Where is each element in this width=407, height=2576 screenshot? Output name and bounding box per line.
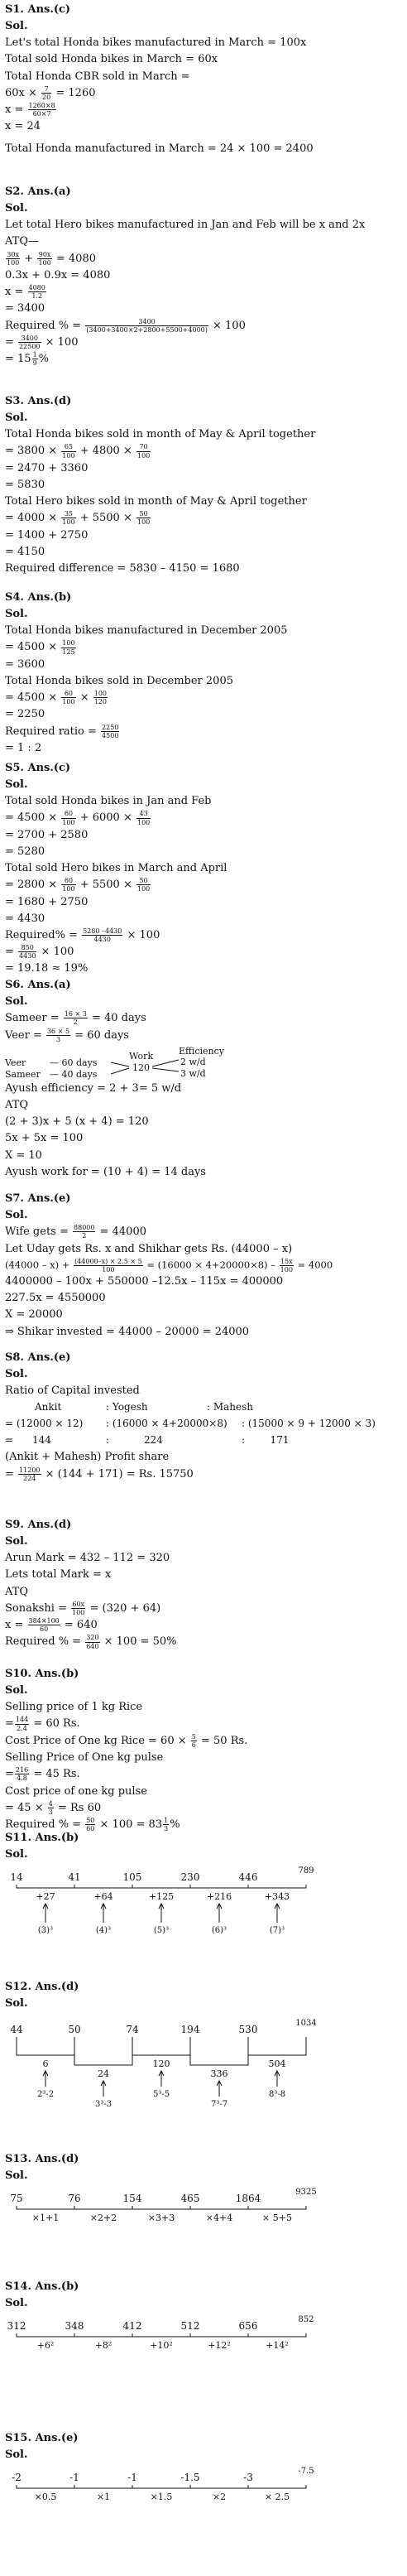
equation-line: = $\frac{850}{4430}$ × 100 — [5, 944, 74, 961]
series-difference: 120 — [152, 2058, 170, 2069]
text-line: Total sold Honda bikes in Jan and Feb — [5, 795, 212, 808]
series-note: 2³-2 — [36, 2090, 55, 2099]
equation-line: = 15 $\frac{1}{9}$ % — [5, 351, 50, 368]
series-difference: +10² — [150, 2340, 173, 2351]
difference-bracket — [248, 2037, 306, 2055]
text-line: (2 + 3)x + 5 (x + 4) = 120 — [5, 1115, 149, 1129]
text-line: = 19.18 ≈ 19% — [5, 962, 89, 975]
text-line: Total Hero bikes sold in month of May & April together — [5, 495, 307, 508]
series-term: 348 — [65, 2320, 84, 2332]
series-difference: 504 — [268, 2058, 286, 2069]
series-term: 446 — [238, 1871, 258, 1883]
text-line: = 2470 + 3360 — [5, 461, 89, 474]
solution-s9 — [5, 1517, 402, 1651]
sol-label: Sol. — [5, 1684, 28, 1697]
solution-s8 — [5, 1350, 402, 1483]
series-note: (6)³ — [211, 1926, 227, 1935]
equation-line: Sonakshi = $\frac{60x}{100}$ = (320 + 64) — [5, 1600, 161, 1616]
text-line: ATQ — [5, 1585, 29, 1598]
difference-bracket — [132, 2333, 190, 2337]
text-line: = 5830 — [5, 478, 45, 491]
number-series-s11 — [5, 1863, 402, 1962]
text-line: Cost price of one kg pulse — [5, 1784, 147, 1798]
series-term: 852 — [298, 2315, 314, 2324]
text-line: Total Honda bikes sold in month of May & April together — [5, 428, 316, 441]
answer-title: S15. Ans.(e) — [5, 2432, 79, 2444]
series-term: 75 — [10, 2193, 23, 2204]
text-line: Ayush work for = (10 + 4) = 14 days — [5, 1165, 206, 1178]
series-difference: 6 — [42, 2058, 49, 2069]
work-efficiency-diagram: Veer — 60 days Sameer — 40 days Work 120 Efficiency 2 w/d 3 w/d — [5, 1045, 225, 1080]
text-line: = 4150 — [5, 545, 45, 558]
equation-line: = 4000 × $\frac{35}{100}$ + 5500 × $\frac{50}{100}$ — [5, 510, 151, 527]
text-line: = 4430 — [5, 912, 45, 925]
difference-bracket — [74, 2333, 132, 2337]
difference-bracket — [74, 2206, 132, 2209]
series-note: (3)³ — [37, 1926, 54, 1935]
difference-bracket — [248, 2333, 306, 2337]
sol-label: Sol. — [5, 2169, 28, 2183]
series-difference: ×1.5 — [150, 2492, 173, 2502]
sol-label: Sol. — [5, 778, 28, 792]
text-line: = 2700 + 2580 — [5, 828, 89, 841]
sol-label: Sol. — [5, 2297, 28, 2310]
difference-bracket — [74, 1885, 132, 1888]
sol-label: Sol. — [5, 1209, 28, 1222]
ratio-expression-row: = (12000 × 12) : (16000 × 4+20000×8) : (15000 × 9 + 12000 × 3) — [5, 1418, 376, 1430]
text-line: 227.5x = 4550000 — [5, 1292, 106, 1305]
solution-s4 — [5, 590, 402, 757]
answer-title: S5. Ans.(c) — [5, 762, 71, 774]
series-term: -1 — [69, 2472, 79, 2483]
difference-bracket — [190, 2037, 248, 2065]
fraction: $\frac{7}{20}$ — [42, 84, 51, 101]
series-difference: +27 — [36, 1891, 55, 1902]
series-term: 14 — [10, 1871, 23, 1883]
answer-title: S2. Ans.(a) — [5, 185, 71, 198]
text-line: 4400000 – 100x + 550000 –12.5x – 115x = 400000 — [5, 1275, 284, 1288]
solution-s6 — [5, 977, 402, 1181]
text-line: Let's total Honda bikes manufactured in March = 100x — [5, 36, 307, 50]
equation-line: Veer = $\frac{36 \times 5}{3}$ = 60 days — [5, 1027, 129, 1043]
sol-label: Sol. — [5, 1535, 28, 1548]
equation-line: Required % = $\frac{320}{640}$ × 100 = 50% — [5, 1634, 177, 1650]
series-note: (5)³ — [153, 1926, 170, 1935]
equation-line: x = $\frac{384\times 100}{60}$ = 640 — [5, 1617, 98, 1634]
difference-bracket — [132, 2485, 190, 2488]
series-term: 530 — [238, 2024, 258, 2035]
series-difference: 24 — [98, 2068, 109, 2079]
series-term: 50 — [68, 2024, 81, 2035]
series-term: -3 — [243, 2472, 253, 2483]
series-term: 9325 — [295, 2188, 317, 2197]
series-term: 789 — [298, 1866, 314, 1875]
answer-title: S12. Ans.(d) — [5, 1981, 79, 1993]
text-line: Lets total Mark = x — [5, 1568, 112, 1582]
series-difference: +216 — [206, 1891, 232, 1902]
sol-label: Sol. — [5, 608, 28, 621]
difference-bracket — [248, 1885, 306, 1888]
difference-bracket — [190, 1885, 248, 1888]
text-line: = 1 : 2 — [5, 741, 42, 754]
series-term: 312 — [7, 2320, 26, 2332]
text-line: = 1680 + 2750 — [5, 895, 89, 908]
text-line: X = 20000 — [5, 1308, 63, 1322]
difference-bracket — [132, 2037, 190, 2055]
text-line: Total Honda bikes manufactured in December 2005 — [5, 624, 288, 638]
difference-bracket — [17, 1885, 74, 1888]
series-difference: ×1+1 — [31, 2212, 60, 2223]
number-series-s13 — [5, 2184, 402, 2284]
text-line: = 3600 — [5, 657, 45, 671]
text-line: Let total Hero bikes manufactured in Jan and Feb will be x and 2x — [5, 219, 366, 232]
text-line: ATQ — [5, 1099, 29, 1112]
series-difference: ×2 — [212, 2492, 227, 2502]
difference-bracket — [17, 2485, 74, 2488]
equation-line: Cost Price of One kg Rice = 60 × $\frac{5}{6}$ = 50 Rs. — [5, 1732, 248, 1749]
equation-line: (44000 – x) + $\frac{(44000-x) \times 2.5 \times 5}{100}$ = (16000 × 4+20000×8) – $\frac{15x}{100}$ = 4000 — [5, 1257, 333, 1274]
series-connectors — [5, 1863, 402, 1962]
text-line: = 5280 — [5, 845, 45, 858]
series-difference: ×4+4 — [205, 2212, 233, 2223]
text-line: Total sold Honda bikes in March = 60x — [5, 53, 218, 66]
difference-bracket — [17, 2333, 74, 2337]
difference-bracket — [74, 2485, 132, 2488]
difference-bracket — [17, 2206, 74, 2209]
series-connectors — [5, 2012, 402, 2111]
sol-label: Sol. — [5, 20, 28, 33]
series-term: 76 — [68, 2193, 81, 2204]
difference-bracket — [74, 2037, 132, 2065]
sol-label: Sol. — [5, 202, 28, 215]
text-line: X = 10 — [5, 1148, 42, 1162]
difference-bracket — [132, 2206, 190, 2209]
solution-s11 — [5, 1830, 402, 1962]
series-difference: +8² — [94, 2340, 113, 2351]
equation-line: Required% = $\frac{5280 -4430}{4430}$ × 100 — [5, 927, 160, 943]
answer-title: S1. Ans.(c) — [5, 3, 71, 16]
text-line: x = 24 — [5, 120, 41, 133]
equation-line: Sameer = $\frac{16 \times 3}{2}$ = 40 days — [5, 1010, 146, 1027]
equation-line: Required % = $\frac{50}{60}$ × 100 = 83 $\frac{1}{3}$ % — [5, 1817, 180, 1833]
series-term: 512 — [180, 2320, 200, 2332]
text-line: (Ankit + Mahesh) Profit share — [5, 1451, 170, 1464]
equation-line: = $\frac{3400}{22500}$ × 100 — [5, 334, 79, 351]
series-difference: ×1 — [96, 2492, 111, 2502]
series-difference: +6² — [36, 2340, 55, 2351]
series-difference: × 5+5 — [262, 2212, 292, 2223]
equation-line: $\frac{30x}{100}$ + $\frac{90x}{100}$ = 4080 — [7, 250, 96, 267]
text-line: 5x + 5x = 100 — [5, 1132, 84, 1145]
equation-line: 60x × $\frac{7}{20}$ = 1260 — [5, 84, 96, 101]
series-note: 5³-5 — [152, 2090, 170, 2099]
sol-label: Sol. — [5, 2448, 28, 2462]
series-connectors — [5, 2184, 402, 2284]
series-term: 44 — [10, 2024, 23, 2035]
number-series-s12 — [5, 2012, 402, 2111]
difference-bracket — [248, 2485, 306, 2488]
series-term: 1864 — [235, 2193, 261, 2204]
series-term: -1 — [127, 2472, 137, 2483]
solution-s1 — [5, 2, 402, 157]
solution-s10 — [5, 1666, 402, 1833]
difference-bracket — [190, 2333, 248, 2337]
sol-label: Sol. — [5, 1368, 28, 1381]
text-line: Total Honda manufactured in March = 24 × 100 = 2400 — [5, 142, 314, 155]
text-line: Ratio of Capital invested — [5, 1384, 140, 1398]
answer-title: S13. Ans.(d) — [5, 2153, 79, 2165]
answer-title: S7. Ans.(e) — [5, 1192, 71, 1205]
text-line: 0.3x + 0.9x = 4080 — [5, 268, 111, 282]
answer-title: S10. Ans.(b) — [5, 1668, 79, 1680]
series-term: 41 — [68, 1871, 81, 1883]
text-line: Let Uday gets Rs. x and Shikhar gets Rs. (44000 – x) — [5, 1242, 293, 1255]
text-line: = 2250 — [5, 708, 45, 721]
ratio-header-row: Ankit : Yogesh : Mahesh — [35, 1401, 254, 1413]
series-connectors — [5, 2463, 402, 2563]
series-note: 7³-7 — [210, 2100, 228, 2109]
fraction: $\frac{1260\times 8}{60\times 7}$ — [28, 102, 55, 118]
text-line: Ayush efficiency = 2 + 3= 5 w/d — [5, 1081, 182, 1095]
series-note: 3³-3 — [94, 2100, 113, 2109]
equation-line: Wife gets = $\frac{88000}{2}$ = 44000 — [5, 1224, 146, 1240]
solution-s2 — [5, 184, 402, 368]
solution-s12 — [5, 1979, 402, 2111]
difference-bracket — [132, 1885, 190, 1888]
equation-line: = $\frac{11200}{224}$ × (144 + 171) = Rs. 15750 — [5, 1466, 194, 1482]
series-note: (4)³ — [95, 1926, 112, 1935]
answer-title: S8. Ans.(e) — [5, 1351, 71, 1364]
equation-line: = 4500 × $\frac{60}{100}$ × $\frac{100}{120}$ — [5, 690, 108, 706]
text-line: Total sold Hero bikes in March and April — [5, 862, 227, 875]
equation-line: = 4500 × $\frac{100}{125}$ — [5, 639, 75, 656]
series-term: 656 — [238, 2320, 258, 2332]
sol-label: Sol. — [5, 1848, 28, 1861]
series-difference: ×2+2 — [89, 2212, 117, 2223]
text-line: = 1400 + 2750 — [5, 528, 89, 542]
series-term: 74 — [126, 2024, 139, 2035]
diagram-arrows — [5, 1044, 204, 1081]
text-line: Arun Mark = 432 – 112 = 320 — [5, 1552, 170, 1565]
series-term: 230 — [180, 1871, 200, 1883]
text-line: Selling Price of One kg pulse — [5, 1751, 164, 1765]
text-line: ATQ— — [5, 235, 40, 248]
number-series-s15 — [5, 2463, 402, 2563]
difference-bracket — [190, 2206, 248, 2209]
difference-bracket — [17, 2037, 74, 2055]
equation-line: = $\frac{144}{2.4}$ = 60 Rs. — [5, 1716, 80, 1732]
answer-title: S14. Ans.(b) — [5, 2280, 79, 2293]
solution-s3 — [5, 393, 402, 577]
answer-title: S4. Ans.(b) — [5, 591, 72, 604]
text-line: Selling price of 1 kg Rice — [5, 1701, 143, 1714]
text-line: Total Honda bikes sold in December 2005 — [5, 674, 233, 687]
text-line: Total Honda CBR sold in March = — [5, 70, 190, 83]
series-note: (7)³ — [269, 1926, 285, 1935]
equation-line: = $\frac{216}{4.8}$ = 45 Rs. — [5, 1766, 80, 1783]
sol-label: Sol. — [5, 412, 28, 425]
series-term: 105 — [122, 1871, 142, 1883]
series-term: -1.5 — [180, 2472, 200, 2483]
series-difference: +64 — [93, 1891, 113, 1902]
sol-label: Sol. — [5, 995, 28, 1009]
series-term: -2 — [12, 2472, 22, 2483]
solution-s14 — [5, 2279, 402, 2370]
difference-bracket — [190, 2485, 248, 2488]
solution-s13 — [5, 2151, 402, 2242]
series-term: 412 — [122, 2320, 142, 2332]
solution-s7 — [5, 1191, 402, 1341]
series-term: -7.5 — [298, 2467, 314, 2476]
difference-bracket — [248, 2206, 306, 2209]
equation-line: = 2800 × $\frac{60}{100}$ + 5500 × $\frac{50}{100}$ — [5, 877, 151, 893]
solution-s5 — [5, 760, 402, 978]
answer-title: S6. Ans.(a) — [5, 979, 71, 991]
text-line: ⇒ Shikar invested = 44000 – 20000 = 24000 — [5, 1325, 250, 1338]
sol-label: Sol. — [5, 1997, 28, 2010]
equation-line: = 3800 × $\frac{65}{100}$ + 4800 × $\frac{70}{100}$ — [5, 443, 151, 460]
equation-line: x = $\frac{4080}{1.2}$ — [5, 284, 45, 301]
equation-line: Required ratio = $\frac{2250}{4500}$ — [5, 723, 119, 739]
series-note: 8³-8 — [268, 2090, 286, 2099]
series-term: 465 — [180, 2193, 200, 2204]
series-difference: +14² — [266, 2340, 289, 2351]
series-difference: ×3+3 — [147, 2212, 175, 2223]
series-difference: 336 — [210, 2068, 228, 2079]
answer-title: S9. Ans.(d) — [5, 1519, 72, 1531]
series-difference: +125 — [148, 1891, 175, 1902]
series-difference: +12² — [208, 2340, 231, 2351]
series-difference: ×0.5 — [34, 2492, 57, 2502]
ratio-value-row: = 144 : 224 : 171 — [5, 1434, 290, 1447]
series-term: 1034 — [295, 2019, 317, 2028]
text-line: Required difference = 5830 – 4150 = 1680 — [5, 561, 240, 575]
series-difference: × 2.5 — [264, 2492, 290, 2502]
equation-line: x = $\frac{1260\times 8}{60\times 7}$ — [5, 102, 55, 118]
solution-s15 — [5, 2430, 402, 2538]
answer-title: S3. Ans.(d) — [5, 395, 72, 407]
equation-line: = 45 × $\frac{4}{3}$ = Rs 60 — [5, 1799, 102, 1816]
equation-line: = 4500 × $\frac{60}{100}$ + 6000 × $\frac{43}{100}$ — [5, 810, 151, 826]
text-line: = 3400 — [5, 302, 45, 315]
answer-title: S11. Ans.(b) — [5, 1832, 79, 1844]
number-series-s14 — [5, 2312, 402, 2411]
series-difference: +343 — [264, 1891, 290, 1902]
series-term: 194 — [180, 2024, 200, 2035]
equation-line: Required % = $\frac{3400}{(3400+3400\times 2+2800+5500+4000)}$ × 100 — [5, 317, 246, 334]
series-term: 154 — [122, 2193, 142, 2204]
